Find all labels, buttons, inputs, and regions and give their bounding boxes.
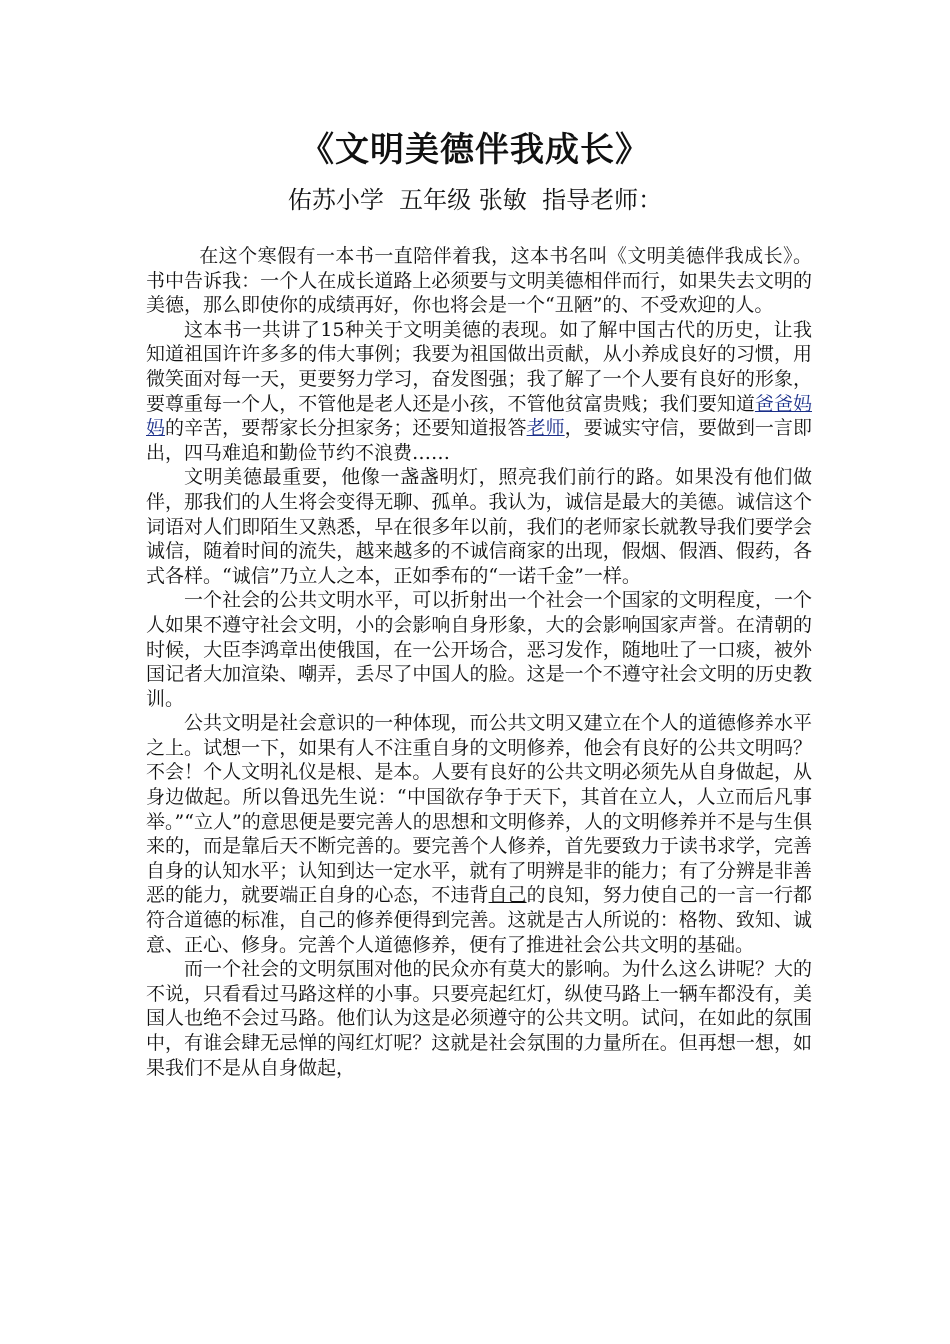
paragraph-2 bbox=[146, 318, 812, 466]
link-teacher[interactable]: 老师 bbox=[526, 417, 565, 440]
document-subtitle: 佑苏小学 五年级 张敏 指导老师： bbox=[287, 186, 663, 214]
paragraph-3-text: 文明美德最重要，他像一盏盏明灯，照亮我们前行的路。如果没有他们做伴，那我们的人生将会变得无聊、孤单。我认为，诚信是最大的美德。诚信这个词语对人们即陌生又熟悉，早在很多年以前，我们的老师家长就教导我们要学会诚信，随着时间的流失，越来越多的不诚信商家的出现，假烟、假酒、假药，各式各样。“诚信”乃立人之本，正如季布的“一诺千金”一样。 bbox=[146, 466, 812, 587]
paragraph-3 bbox=[146, 465, 812, 588]
paragraph-2-text-a: 这本书一共讲了15种关于文明美德的表现。如了解中国古代的历史，让我知道祖国许许多多的伟大事例；我要为祖国做出贡献，从小养成良好的习惯，用微笑面对每一天，更要努力学习，奋发图强；我了解了一个人要有良好的形象，要尊重每一个人，不管他是老人还是小孩，不管他贫富贵贱；我们要知道 bbox=[146, 318, 812, 415]
paragraph-4 bbox=[146, 588, 812, 711]
paragraph-5-text-a: 公共文明是社会意识的一种体现，而公共文明又建立在个人的道德修养水平之上。试想一下，如果有人不注重自身的文明修养，他会有良好的公共文明吗？不会！个人文明礼仪是根、是本。人要有良好的公共文明必须先从自身做起，从身边做起。所以鲁迅先生说：“中国欲存争于天下，其首在立人，人立而后凡事举。”“立人”的意思便是要完善人的思想和文明修养，人的文明修养并不是与生俱来的，而是靠后天不断完善的。要完善个人修养，首先要致力于读书求学，完善自身的认知水平；认知到达一定水平，就有了明辨是非的能力；有了分辨是非善恶的能力，就要端正自身的心态，不违背 bbox=[146, 712, 812, 907]
paragraph-1 bbox=[146, 244, 812, 318]
paragraph-2-text-c: ，要诚实守信，要做到一言即出，四马难追和勤俭节约不浪费…… bbox=[146, 417, 812, 464]
paragraph-6-text: 而一个社会的文明氛围对他的民众亦有莫大的影响。为什么这么讲呢？大的不说，只看看过马路这样的小事。只要亮起红灯，纵使马路上一辆车都没有，美国人也绝不会过马路。他们认为这是必须遵守的公共文明。试问，在如此的氛围中，有谁会肆无忌惮的闯红灯呢？这就是社会氛围的力量所在。但再想一想，如果我们不是从自身做起， bbox=[146, 958, 812, 1079]
paragraph-5 bbox=[146, 711, 812, 957]
paragraph-5-text-b: 的良知，努力使自己的一言一行都符合道德的标准，自己的修养便得到完善。这就是古人所说的：格物、致知、诚意、正心、修身。完善个人道德修养，便有了推进社会公共文明的基础。 bbox=[146, 884, 812, 956]
paragraph-2-text-b: 的辛苦，要帮家长分担家务；还要知道报答 bbox=[165, 417, 527, 440]
paragraph-1-text: 在这个寒假有一本书一直陪伴着我，这本书名叫《文明美德伴我成长》。书中告诉我：一个人在成长道路上必须要与文明美德相伴而行，如果失去文明的美德，那么即使你的成绩再好，你也将会是一个“丑陋”的、不受欢迎的人。 bbox=[146, 245, 812, 317]
document-body bbox=[146, 244, 812, 1080]
link-parents[interactable]: 爸爸妈妈 bbox=[146, 392, 812, 440]
paragraph-6 bbox=[146, 957, 812, 1080]
link-self[interactable]: 自己 bbox=[488, 884, 527, 907]
paragraph-4-text: 一个社会的公共文明水平，可以折射出一个社会一个国家的文明程度，一个人如果不遵守社会文明，小的会影响自身形象，大的会影响国家声誉。在清朝的时候，大臣李鸿章出使俄国，在一公开场合，恶习发作，随地吐了一口痰，被外国记者大加渲染、嘲弄，丢尽了中国人的脸。这是一个不遵守社会文明的历史教训。 bbox=[146, 589, 812, 710]
document-title: 《文明美德伴我成长》 bbox=[300, 130, 650, 170]
